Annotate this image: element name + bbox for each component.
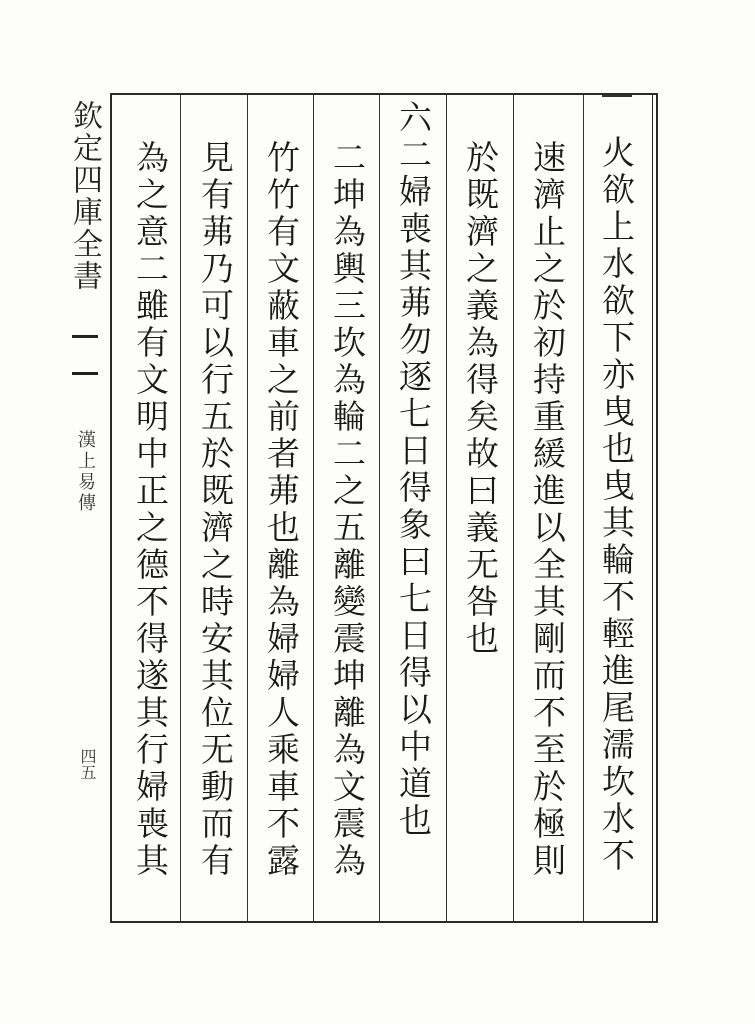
text-column-3: 於既濟之義為得矣故曰義无咎也 [461,140,500,658]
column-divider [180,95,181,921]
book-title: 欽定四庫全書 [67,100,102,292]
text-column-2: 速濟止之於初持重緩進以全其剛而不至於極則 [528,140,567,880]
text-column-5: 二坤為輿三坎為輪二之五離變震坤離為文震為 [328,140,367,880]
text-column-7: 見有茀乃可以行五於既濟之時安其位无動而有 [196,140,235,880]
text-column-1: 火欲上水欲下亦曳也曳其輪不輕進尾濡坎水不 [597,135,636,875]
column-divider [446,95,447,921]
column-divider [513,95,514,921]
column-divider [583,95,584,921]
frame-double-line [652,93,656,923]
column-divider [247,95,248,921]
work-title: 漢上易傳 [75,430,96,514]
text-column-4: 六二婦喪其茀勿逐七日得象曰七日得以中道也 [394,100,433,840]
text-column-8: 為之意二雖有文明中正之德不得遂其行婦喪其 [131,140,170,880]
column-divider [379,95,380,921]
fish-tail-ornament-icon [72,335,98,375]
column-divider [313,95,314,921]
text-column-6: 竹竹有文蔽車之前者茀也離為婦婦人乘車不露 [262,140,301,880]
page-number: 四五 [78,748,97,780]
frame-top-mark [602,95,632,105]
